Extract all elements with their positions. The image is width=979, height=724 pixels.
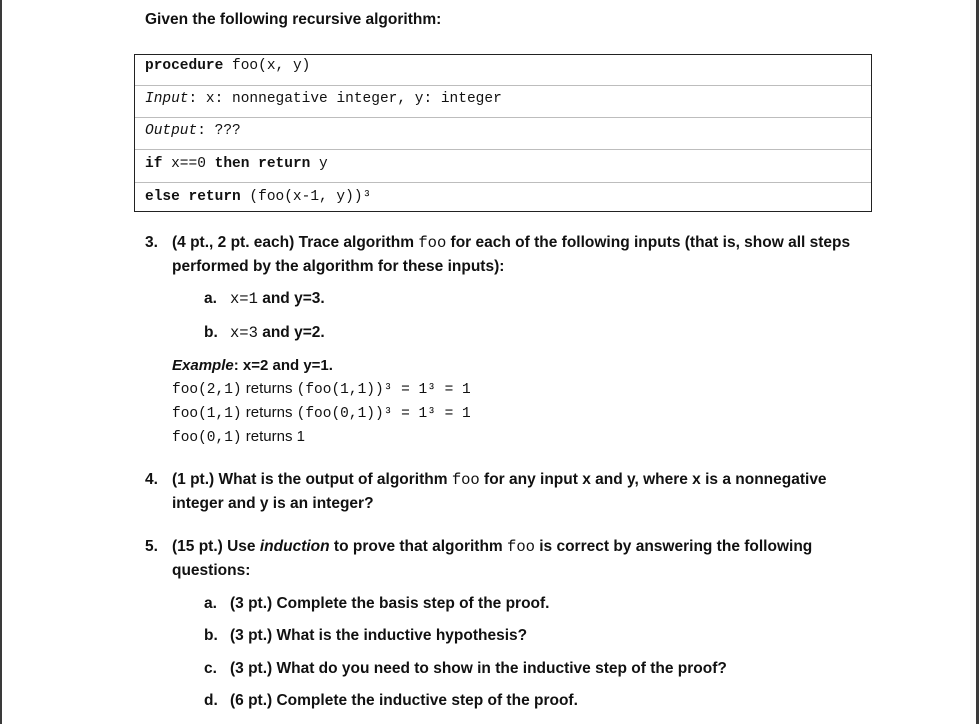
q5-code: foo [507,538,535,556]
code-keyword: procedure [145,58,224,74]
example-code: foo(1,1) [172,406,242,422]
code-separator [135,182,871,183]
code-separator [135,149,871,150]
question-5-number: 5. [145,538,158,555]
code-separator [135,117,871,118]
question-4-line-1 [172,471,827,489]
left-page-border [0,0,2,724]
question-4-number: 4. [145,471,158,488]
code-text: foo(x, y) [223,58,311,74]
code-line-if [145,156,328,172]
question-3-number: 3. [145,234,158,251]
q5-item-a: (3 pt.) Complete the basis step of the proof. [230,595,550,612]
code-text: : ??? [197,123,241,139]
q5-text: is correct by answering the following [534,538,813,555]
q3-a-code: x=1 [230,290,258,308]
q3-b-text: and y=2. [257,324,325,341]
example-text: returns [241,380,297,397]
code-line-input [145,91,502,107]
code-keyword: then return [214,156,311,172]
example-code: (foo(1,1))³ = 1³ = 1 [296,382,471,398]
code-text: (foo(x-1, y))³ [240,189,372,205]
q3-text: for each of the following inputs (that is, show all steps [446,234,851,251]
example-line-2 [172,404,471,422]
code-line-output [145,123,241,139]
example-line-3 [172,428,305,446]
q5-item-c-label: c. [204,660,217,677]
example-code: foo(0,1) [172,430,242,446]
example-text: returns 1 [241,428,305,445]
question-3-line-2: performed by the algorithm for these inputs): [172,258,505,275]
q3-item-b [230,324,325,342]
q5-item-b: (3 pt.) What is the inductive hypothesis? [230,627,528,644]
question-4-line-2: integer and y is an integer? [172,495,374,512]
q3-text: (4 pt., 2 pt. each) Trace algorithm [172,234,419,251]
q3-code: foo [418,234,447,252]
q3-item-a-label: a. [204,290,217,307]
q5-text: to prove that algorithm [329,538,508,555]
code-line-else [145,189,371,205]
q5-item-a-label: a. [204,595,217,612]
q5-emphasis: induction [259,538,330,555]
example-text: returns [241,404,297,421]
heading: Given the following recursive algorithm: [145,11,442,28]
q5-item-d: (6 pt.) Complete the inductive step of the proof. [230,692,578,709]
code-separator [135,85,871,86]
q5-item-d-label: d. [204,692,218,709]
example-label: Example [172,357,234,374]
example-line-1 [172,380,471,398]
algorithm-code-box [134,54,872,212]
q5-text: (15 pt.) Use [172,538,260,555]
example-text: : x=2 and y=1. [233,357,333,374]
question-5-line-2: questions: [172,562,251,579]
example-code: (foo(0,1))³ = 1³ = 1 [296,406,471,422]
q3-a-text: and y=3. [257,290,325,307]
q4-text: for any input x and y, where x is a nonnegative [479,471,827,488]
example-code: foo(2,1) [172,382,242,398]
q3-item-b-label: b. [204,324,218,341]
question-5-line-1 [172,538,812,556]
code-text: y [310,156,328,172]
question-3-line-1 [172,234,850,252]
code-keyword: else return [145,189,241,205]
q3-b-code: x=3 [230,324,258,342]
code-keyword: if [145,156,163,172]
example-heading [172,357,333,374]
code-text: : x: nonnegative integer, y: integer [188,91,502,107]
code-line-procedure [145,58,310,74]
q5-item-c: (3 pt.) What do you need to show in the inductive step of the proof? [230,660,727,677]
q4-code: foo [451,471,480,489]
code-label: Output [145,123,198,139]
code-text: x==0 [162,156,215,172]
q5-item-b-label: b. [204,627,218,644]
q4-text: (1 pt.) What is the output of algorithm [172,471,452,488]
q3-item-a [230,290,325,308]
code-label: Input [145,91,189,107]
